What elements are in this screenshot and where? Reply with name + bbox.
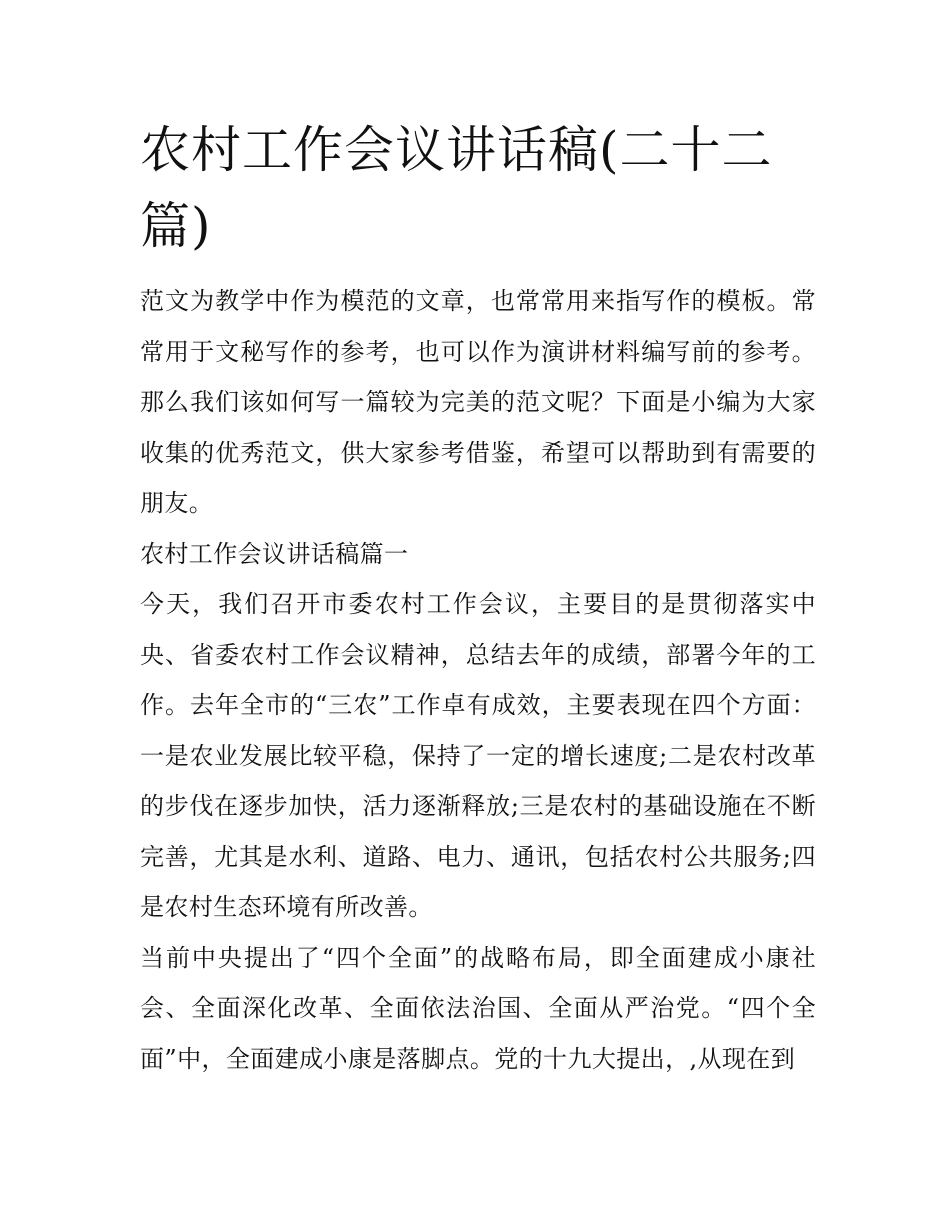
section-heading: 农村工作会议讲话稿篇一 [140,539,409,568]
document-title: 农村工作会议讲话稿(二十二篇) [140,121,773,255]
intro-paragraph: 范文为教学中作为模范的文章，也常常用来指写作的模板。常常用于文秘写作的参考，也可以作为演讲材料编写前的参考。那么我们该如何写一篇较为完美的范文呢？下面是小编为大家收集的优秀范文，供大家参考借鉴，希望可以帮助到有需要的朋友。 [140,287,816,517]
body-paragraph-1: 今天，我们召开市委农村工作会议，主要目的是贯彻落实中央、省委农村工作会议精神，总结去年的成绩，部署今年的工作。去年全市的“三农”工作卓有成效，主要表现在四个方面：一是农业发展比较平稳，保持了一定的增长速度;二是农村改革的步伐在逐步加快，活力逐渐释放;三是农村的基础设施在不断完善，尤其是水利、道路、电力、通讯，包括农村公共服务;四是农村生态环境有所改善。 [140,590,816,921]
body-paragraph-2: 当前中央提出了“四个全面”的战略布局，即全面建成小康社会、全面深化改革、全面依法治国、全面从严治党。“四个全面”中，全面建成小康是落脚点。党的十九大提出，,从现在到 [140,943,816,1073]
document-body [140,276,816,1084]
